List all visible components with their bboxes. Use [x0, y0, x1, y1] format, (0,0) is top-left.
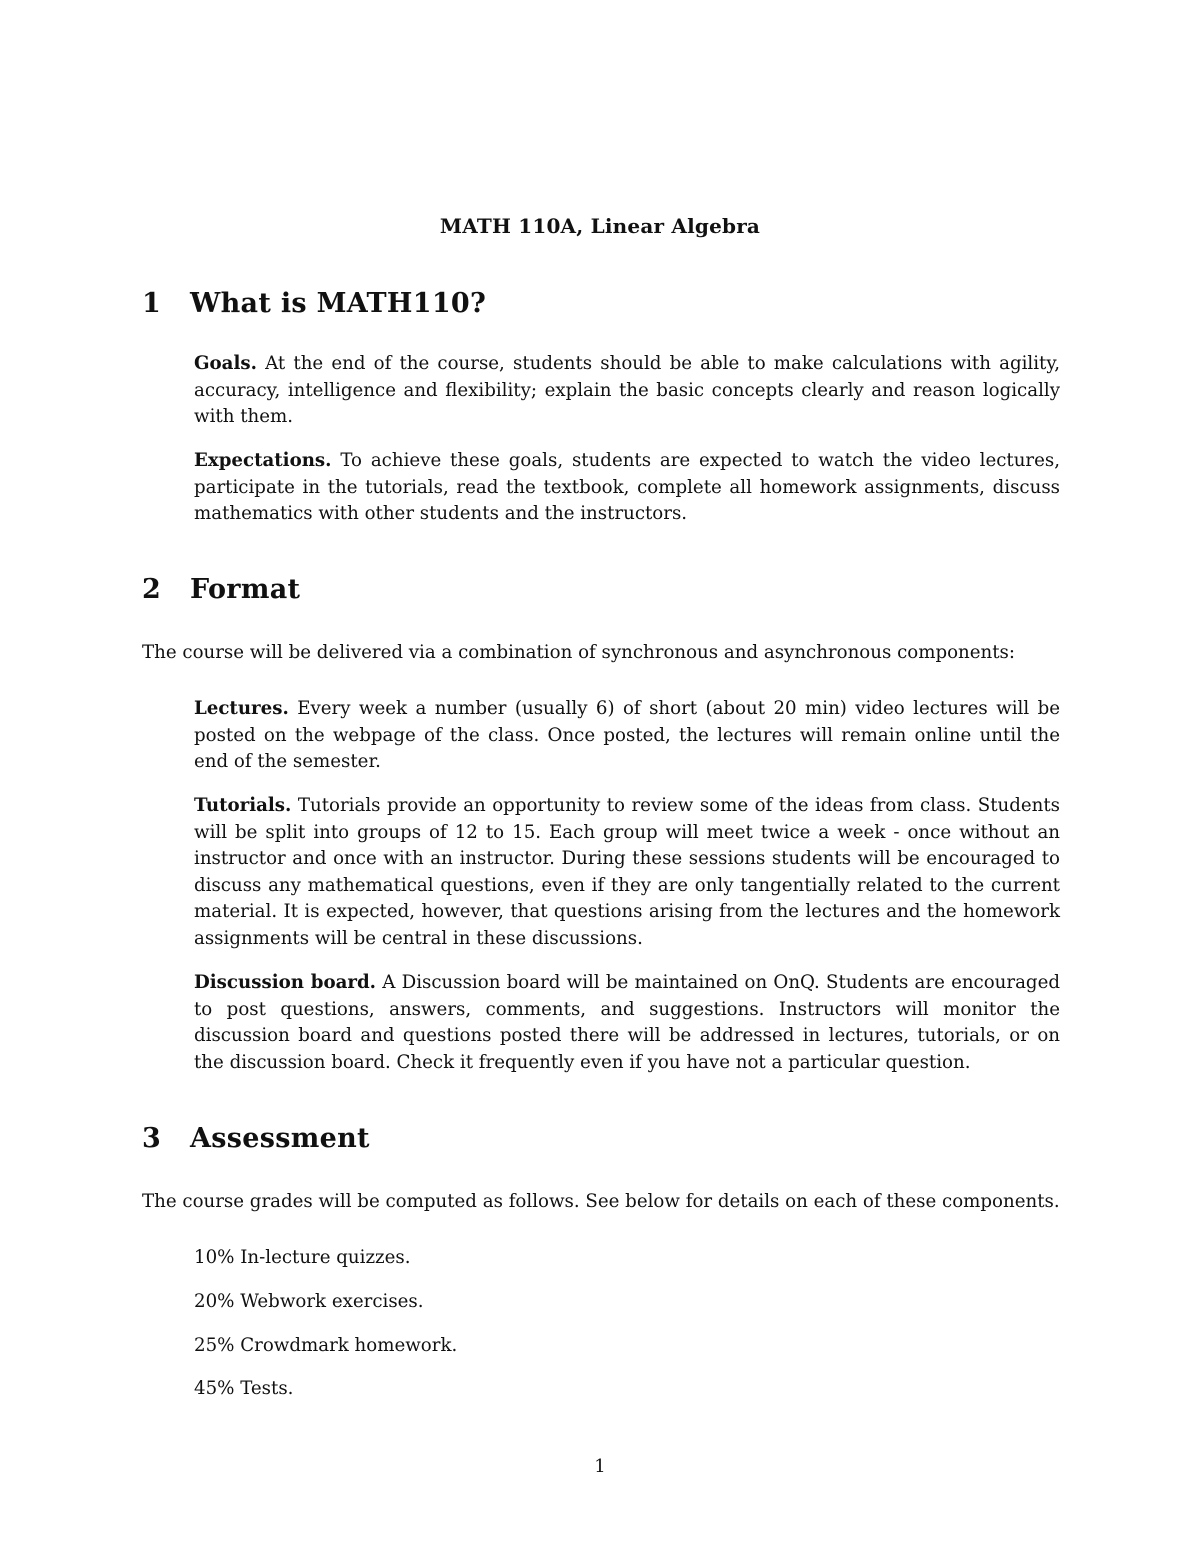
section-title: Assessment [190, 1123, 370, 1154]
format-intro: The course will be delivered via a combination of synchronous and asynchronous components: [142, 642, 1015, 663]
paragraph-text: A Discussion board will be maintained on OnQ. Students are encouraged to post questions, answers, comments, and suggestions. Instructors will monitor the discussion board and questions posted there will be addressed in lectures, tutorials, or on the discussion board. Check it frequently even if you have not a particular question. [194, 972, 1060, 1073]
assessment-intro: The course grades will be computed as follows. See below for details on each of these components. [142, 1191, 1060, 1212]
grade-item: 45% Tests. [194, 1378, 294, 1399]
tutorials-paragraph [194, 793, 1060, 952]
page-number: 1 [594, 1456, 606, 1477]
paragraph-text: To achieve these goals, students are expected to watch the video lectures, participate in the tutorials, read the textbook, complete all homework assignments, discuss mathematics with other students and the instructors. [194, 450, 1060, 524]
section-heading-format [142, 574, 300, 605]
section-title: What is MATH110? [190, 288, 487, 319]
grade-item: 20% Webwork exercises. [194, 1291, 424, 1312]
section-heading-assessment [142, 1123, 370, 1154]
goals-paragraph [194, 351, 1060, 431]
grade-item: 25% Crowdmark homework. [194, 1335, 458, 1356]
section-title: Format [190, 574, 301, 605]
paragraph-label: Tutorials. [194, 795, 292, 816]
paragraph-label: Discussion board. [194, 972, 377, 993]
paragraph-label: Goals. [194, 353, 257, 374]
paragraph-text: Every week a number (usually 6) of short (about 20 min) video lectures will be posted on the webpage of the class. Once posted, the lectures will remain online until the end of the semester. [194, 698, 1060, 772]
paragraph-text: At the end of the course, students should be able to make calculations with agility, accuracy, intelligence and flexibility; explain the basic concepts clearly and reason logically with them. [194, 353, 1060, 427]
section-number: 1 [142, 288, 162, 319]
discussion-board-paragraph [194, 970, 1060, 1076]
lectures-paragraph [194, 696, 1060, 776]
grade-item: 10% In-lecture quizzes. [194, 1247, 411, 1268]
document-title: MATH 110A, Linear Algebra [439, 214, 761, 238]
paragraph-label: Expectations. [194, 450, 332, 471]
paragraph-label: Lectures. [194, 698, 289, 719]
expectations-paragraph [194, 448, 1060, 528]
section-number: 2 [142, 574, 162, 605]
section-number: 3 [142, 1123, 162, 1154]
section-heading-what-is-math110 [142, 288, 486, 319]
paragraph-text: Tutorials provide an opportunity to review some of the ideas from class. Students will be split into groups of 12 to 15. Each group will meet twice a week - once without an instructor and once with an instructor. During these sessions students will be encouraged to discuss any mathematical questions, even if they are only tangentially related to the current material. It is expected, however, that questions arising from the lectures and the homework assignments will be central in these discussions. [194, 795, 1060, 949]
